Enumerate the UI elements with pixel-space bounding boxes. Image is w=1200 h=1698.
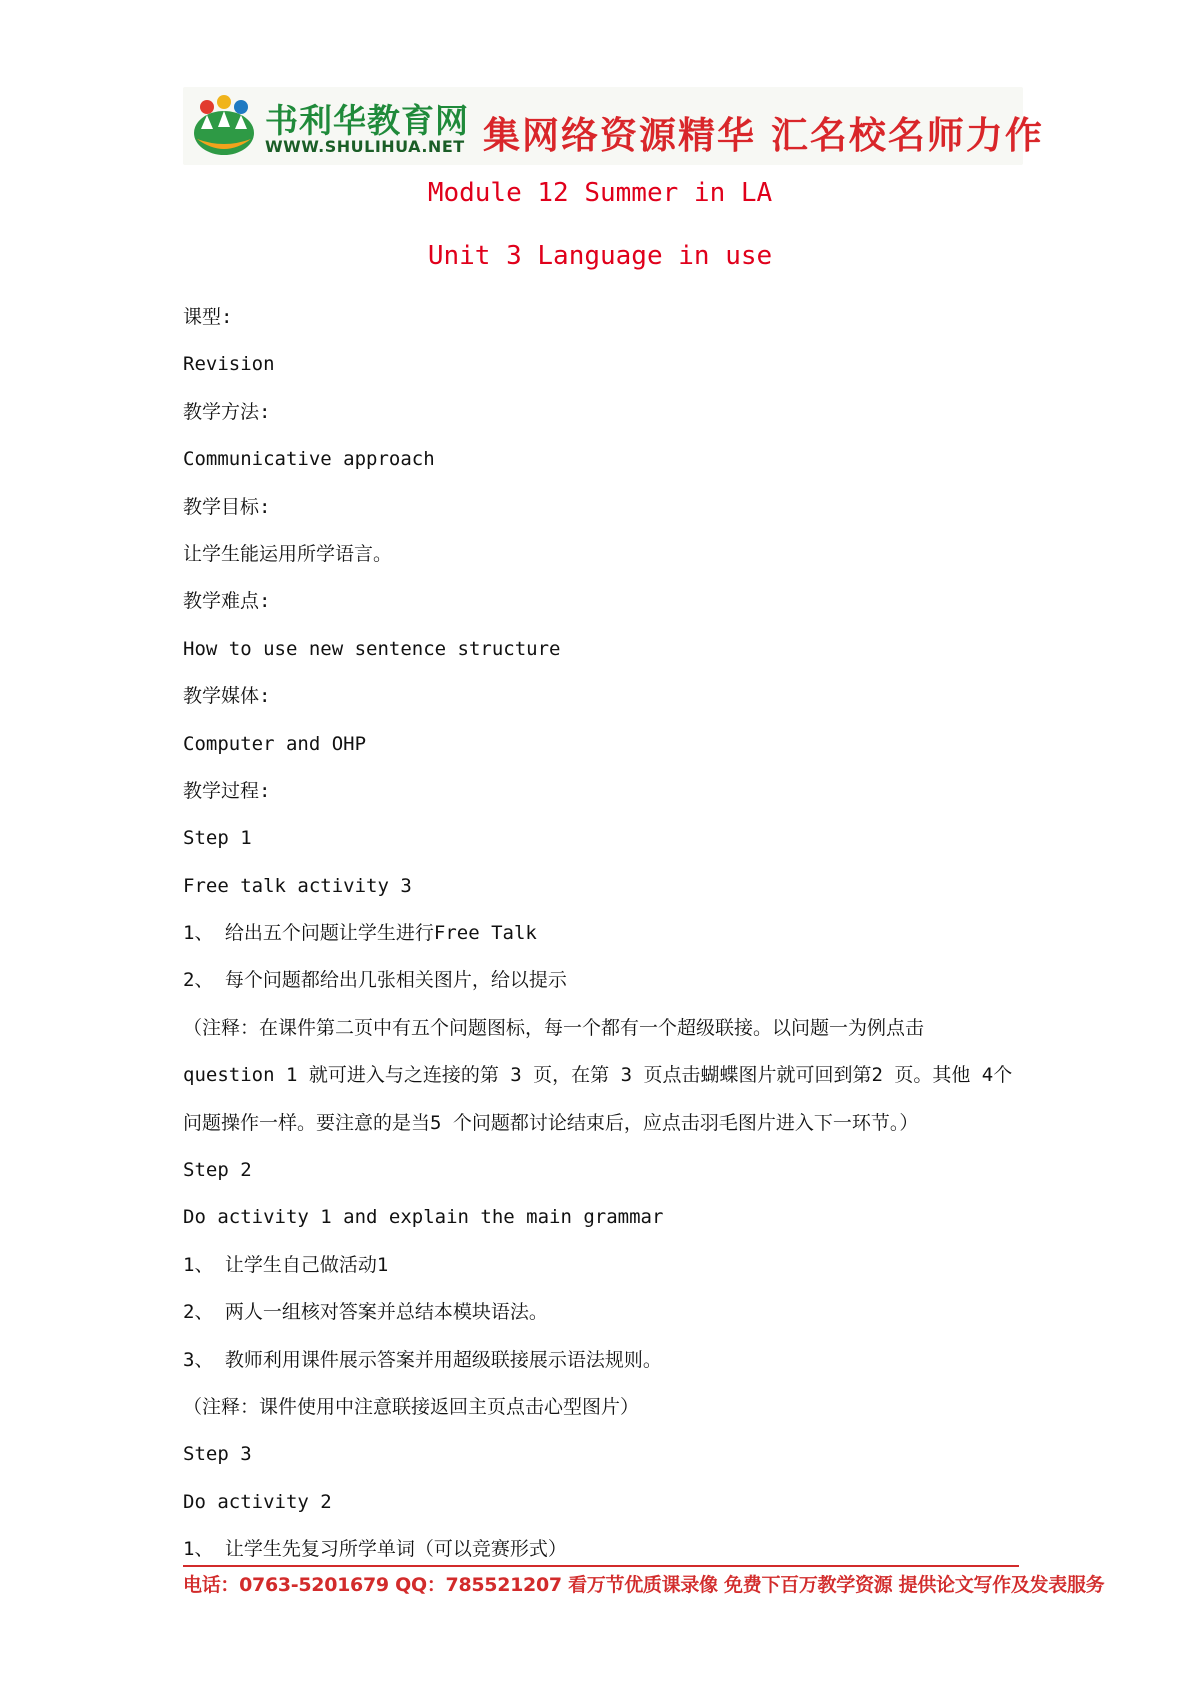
text-line: question 1 就可进入与之连接的第 3 页，在第 3 页点击蝴蝶图片就可回到第2 页。其他 4个 — [183, 1064, 1013, 1087]
text-line: 教学过程: — [183, 779, 271, 802]
site-name: 书利华教育网 — [265, 101, 469, 140]
text-line: Do activity 1 and explain the main grammar — [183, 1206, 664, 1229]
unit-title: Unit 3 Language in use — [427, 241, 773, 271]
text-line: Revision — [183, 353, 275, 376]
text-line: Communicative approach — [183, 448, 435, 471]
text-line: 2、 两人一组核对答案并总结本模块语法。 — [183, 1301, 548, 1324]
module-title: Module 12 Summer in LA — [427, 178, 773, 208]
text-line: 教学目标: — [183, 495, 271, 518]
text-line: 1、 给出五个问题让学生进行Free Talk — [183, 922, 537, 945]
site-url: WWW.SHULIHUA.NET — [265, 137, 465, 156]
text-line: 1、 让学生先复习所学单词（可以竞赛形式） — [183, 1538, 567, 1561]
text-line: 让学生能运用所学语言。 — [183, 542, 393, 565]
text-line: 教学难点: — [183, 590, 271, 613]
text-line: Step 1 — [183, 827, 252, 850]
text-line: 2、 每个问题都给出几张相关图片，给以提示 — [183, 969, 567, 992]
text-line: 课型: — [183, 306, 233, 328]
text-line: 教学媒体: — [183, 685, 271, 708]
footer-contact: 电话：0763-5201679 QQ：785521207 看万节优质课录像 免费下百万教学资源 提供论文写作及发表服务 — [183, 1574, 1105, 1596]
text-line: How to use new sentence structure — [183, 637, 561, 660]
text-line: 教学方法: — [183, 400, 271, 423]
text-line: Step 2 — [183, 1159, 252, 1182]
text-line: Computer and OHP — [183, 732, 367, 755]
text-line: Free talk activity 3 — [183, 874, 412, 897]
text-line: 1、 让学生自己做活动1 — [183, 1253, 389, 1276]
text-line: 3、 教师利用课件展示答案并用超级联接展示语法规则。 — [183, 1348, 662, 1371]
site-banner — [183, 87, 1044, 165]
slogan: 集网络资源精华 汇名校名师力作 — [483, 114, 1044, 157]
footer-divider — [183, 1565, 1019, 1567]
text-line: Step 3 — [183, 1443, 252, 1466]
text-line: 问题操作一样。要注意的是当5 个问题都讨论结束后，应点击羽毛图片进入下一环节。） — [183, 1111, 919, 1134]
text-line: （注释：课件使用中注意联接返回主页点击心型图片） — [183, 1395, 640, 1418]
text-line: Do activity 2 — [183, 1490, 332, 1513]
logo-icon — [191, 93, 257, 157]
lesson-body — [183, 294, 1023, 1574]
text-line: （注释：在课件第二页中有五个问题图标，每一个都有一个超级联接。以问题一为例点击 — [183, 1016, 925, 1039]
